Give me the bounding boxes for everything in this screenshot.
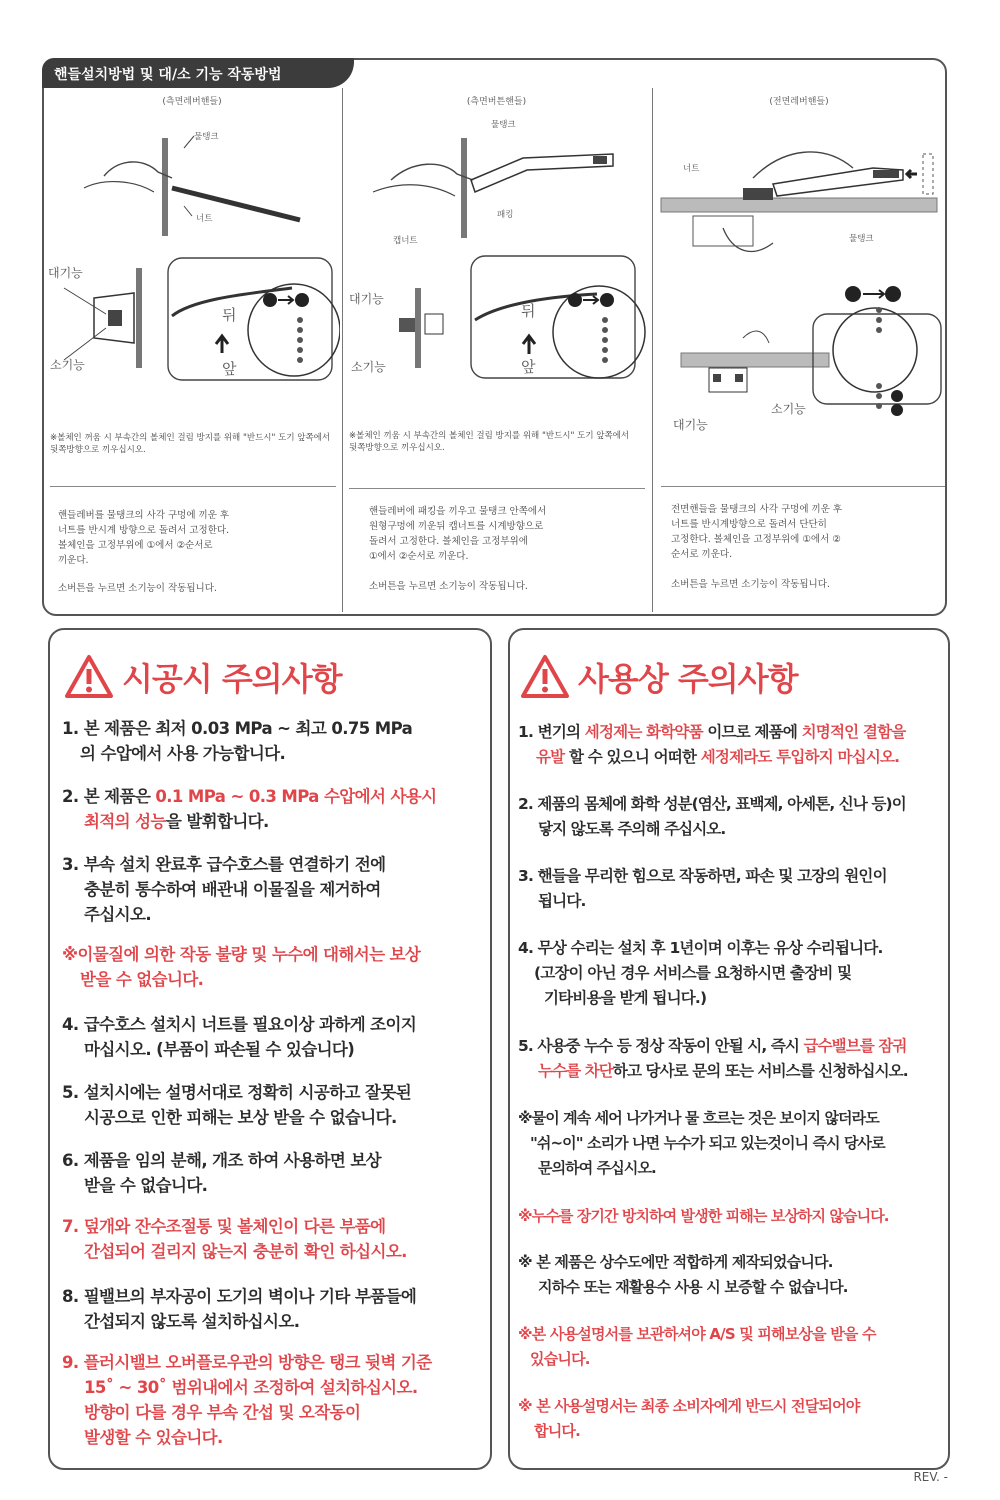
label-nut: 너트 <box>196 214 213 224</box>
caution-item: 2. 본 제품은 0.1 MPa ~ 0.3 MPa 수압에서 사용시 최적의 성능을 발휘합니다. <box>62 787 437 831</box>
column-header: (전면레버핸들) <box>769 97 829 107</box>
chain-note: ※볼체인 꺼움 시 부속간의 볼체인 걸림 방지를 위해 "반드시" 도기 앞쪽에서 뒷쪽방향으로 끼우십시오. <box>50 433 331 455</box>
usage-item: 5. 사용중 누수 등 정상 작동이 안될 시, 즉시 급수밸브를 잠궈 누수를 차단하고 당사로 문의 또는 서비스를 신청하십시오. <box>518 1037 908 1080</box>
front-lever-column <box>652 88 945 612</box>
usage-note: ※ 본 제품은 상수도에만 적합하게 제작되었습니다. 지하수 또는 재활용수 사용 시 보증할 수 없습니다. <box>518 1253 848 1296</box>
warning-icon <box>520 654 570 700</box>
label-front: 앞 <box>222 360 237 378</box>
label-nut: 너트 <box>683 164 700 174</box>
label-big-function: 대기능 <box>673 418 708 432</box>
label-small-function: 소기능 <box>50 358 85 372</box>
label-small-function: 소기능 <box>351 360 386 374</box>
caution-item: 4. 급수호스 설치시 너트를 필요이상 과하게 조이지 마십시오. (부품이 파손될 수 있습니다) <box>62 1015 417 1059</box>
installation-cautions-panel <box>48 628 492 1470</box>
label-tank: 물탱크 <box>194 132 219 142</box>
chain-note: ※볼체인 끼움 시 부속간의 볼체인 걸림 방지를 위해 "반드시" 도기 앞쪽에서 뒷쪽방향으로 끼우십시오. <box>349 431 630 453</box>
caution-item: 8. 필밸브의 부자공이 도기의 벽이나 기타 부품들에 간섭되지 않도록 설치하십시오. <box>62 1287 417 1331</box>
install-description: 핸들레버에 패킹을 끼우고 물탱크 안쪽에서 원형구멍에 끼운뒤 캡너트를 시계방향으로 돌려서 고정한다. 볼체인을 고정부위에 ①에서 ②순서로 끼운다. <box>369 506 547 562</box>
caution-item: 3. 부속 설치 완료후 급수호스를 연결하기 전에 충분히 통수하여 배관내 이물질을 제거하여 주십시오. <box>62 855 386 924</box>
usage-cautions-title: 사용상 주의사항 <box>578 660 798 698</box>
small-button-note: 소버튼을 누르면 소기능이 작동됩니다. <box>58 583 217 594</box>
label-tank: 물탱크 <box>491 120 516 130</box>
label-big-function: 대기능 <box>349 292 384 306</box>
usage-item: 1. 변기의 세정제는 화학약품 이므로 제품에 치명적인 결함을 유발 할 수 있으니 어떠한 세정제라도 투입하지 마십시오. <box>518 723 906 766</box>
usage-cautions-header <box>520 652 798 702</box>
installation-cautions-header <box>64 652 342 702</box>
side-button-illustration <box>343 88 651 388</box>
revision-label: REV. - <box>913 1470 948 1484</box>
column-header: (측면버튼핸들) <box>466 97 527 107</box>
label-back: 뒤 <box>521 302 536 320</box>
installation-title: 핸들설치방법 및 대/소 기능 작동방법 <box>42 58 354 88</box>
front-lever-illustration <box>653 88 946 418</box>
label-tank: 물탱크 <box>849 234 874 244</box>
label-small-function: 소기능 <box>771 402 806 416</box>
label-back: 뒤 <box>222 306 237 324</box>
install-description: 핸들레버를 물탱크의 사각 구멍에 끼운 후 너트를 반시계 방향으로 돌려서 고정한다. 볼체인을 고정부위에 ①에서 ②순서로 끼운다. <box>58 510 230 566</box>
usage-note: ※누수를 장기간 방치하여 발생한 피해는 보상하지 않습니다. <box>518 1207 889 1225</box>
caution-note: ※이물질에 의한 작동 불량 및 누수에 대해서는 보상 받을 수 없습니다. <box>62 945 421 989</box>
usage-item: 2. 제품의 몸체에 화학 성분(염산, 표백제, 아세톤, 신나 등)이 닿지 않도록 주의해 주십시오. <box>518 795 906 838</box>
usage-cautions-panel <box>508 628 950 1470</box>
install-description: 전면핸들을 물탱크의 사각 구멍에 끼운 후 너트를 반시계방향으로 돌려서 단단히 고정한다. 볼체인을 고정부위에 ①에서 ② 순서로 끼운다. <box>671 504 843 560</box>
usage-item: 3. 핸들을 무리한 힘으로 작동하면, 파손 및 고장의 원인이 됩니다. <box>518 867 887 910</box>
column-header: (측면레버핸들) <box>162 97 222 107</box>
small-button-note: 소버튼을 누르면 소기능이 작동됩니다. <box>369 581 528 592</box>
warning-icon <box>64 654 114 700</box>
label-big-function: 대기능 <box>48 266 83 280</box>
divider <box>349 488 645 489</box>
usage-note: ※ 본 사용설명서는 최종 소비자에게 반드시 전달되어야 합니다. <box>518 1397 860 1440</box>
usage-note: ※물이 계속 세어 나가거나 물 흐르는 것은 보이지 않더라도 "쉬~이" 소리가 나면 누수가 되고 있는것이니 즉시 당사로 문의하여 주십시오. <box>518 1109 885 1177</box>
caution-item: 6. 제품을 임의 분해, 개조 하여 사용하면 보상 받을 수 없습니다. <box>62 1151 381 1195</box>
side-button-column <box>342 88 650 612</box>
label-packing: 패킹 <box>497 210 514 220</box>
label-cap-nut: 캡너트 <box>393 236 418 246</box>
divider <box>50 486 336 487</box>
side-lever-column <box>44 88 340 612</box>
small-button-note: 소버튼을 누르면 소기능이 작동됩니다. <box>671 579 830 590</box>
caution-item: 5. 설치시에는 설명서대로 정확히 시공하고 잘못된 시공으로 인한 피해는 보상 받을 수 없습니다. <box>62 1083 412 1127</box>
installation-cautions-title: 시공시 주의사항 <box>122 660 342 698</box>
caution-item: 1. 본 제품은 최저 0.03 MPa ~ 최고 0.75 MPa 의 수압에서 사용 가능합니다. <box>62 719 413 763</box>
divider <box>661 486 945 487</box>
label-front: 앞 <box>521 358 536 376</box>
caution-item: 7. 덮개와 잔수조절통 및 볼체인이 다른 부품에 간섭되어 걸리지 않는지 충분히 확인 하십시오. <box>62 1217 407 1261</box>
usage-item: 4. 무상 수리는 설치 후 1년이며 이후는 유상 수리됩니다. (고장이 아닌 경우 서비스를 요청하시면 출장비 및 기타비용을 받게 됩니다.) <box>518 939 883 1007</box>
caution-item: 9. 플러시밸브 오버플로우관의 방향은 탱크 뒷벽 기준 15˚ ~ 30˚ 범위내에서 조정하여 설치하십시오. 방향이 다를 경우 부속 간섭 및 오작동이 발생할 수 있습니다. <box>62 1353 432 1447</box>
side-lever-illustration <box>44 88 340 388</box>
usage-note: ※본 사용설명서를 보관하셔야 A/S 및 피해보상을 받을 수 있습니다. <box>518 1325 876 1368</box>
